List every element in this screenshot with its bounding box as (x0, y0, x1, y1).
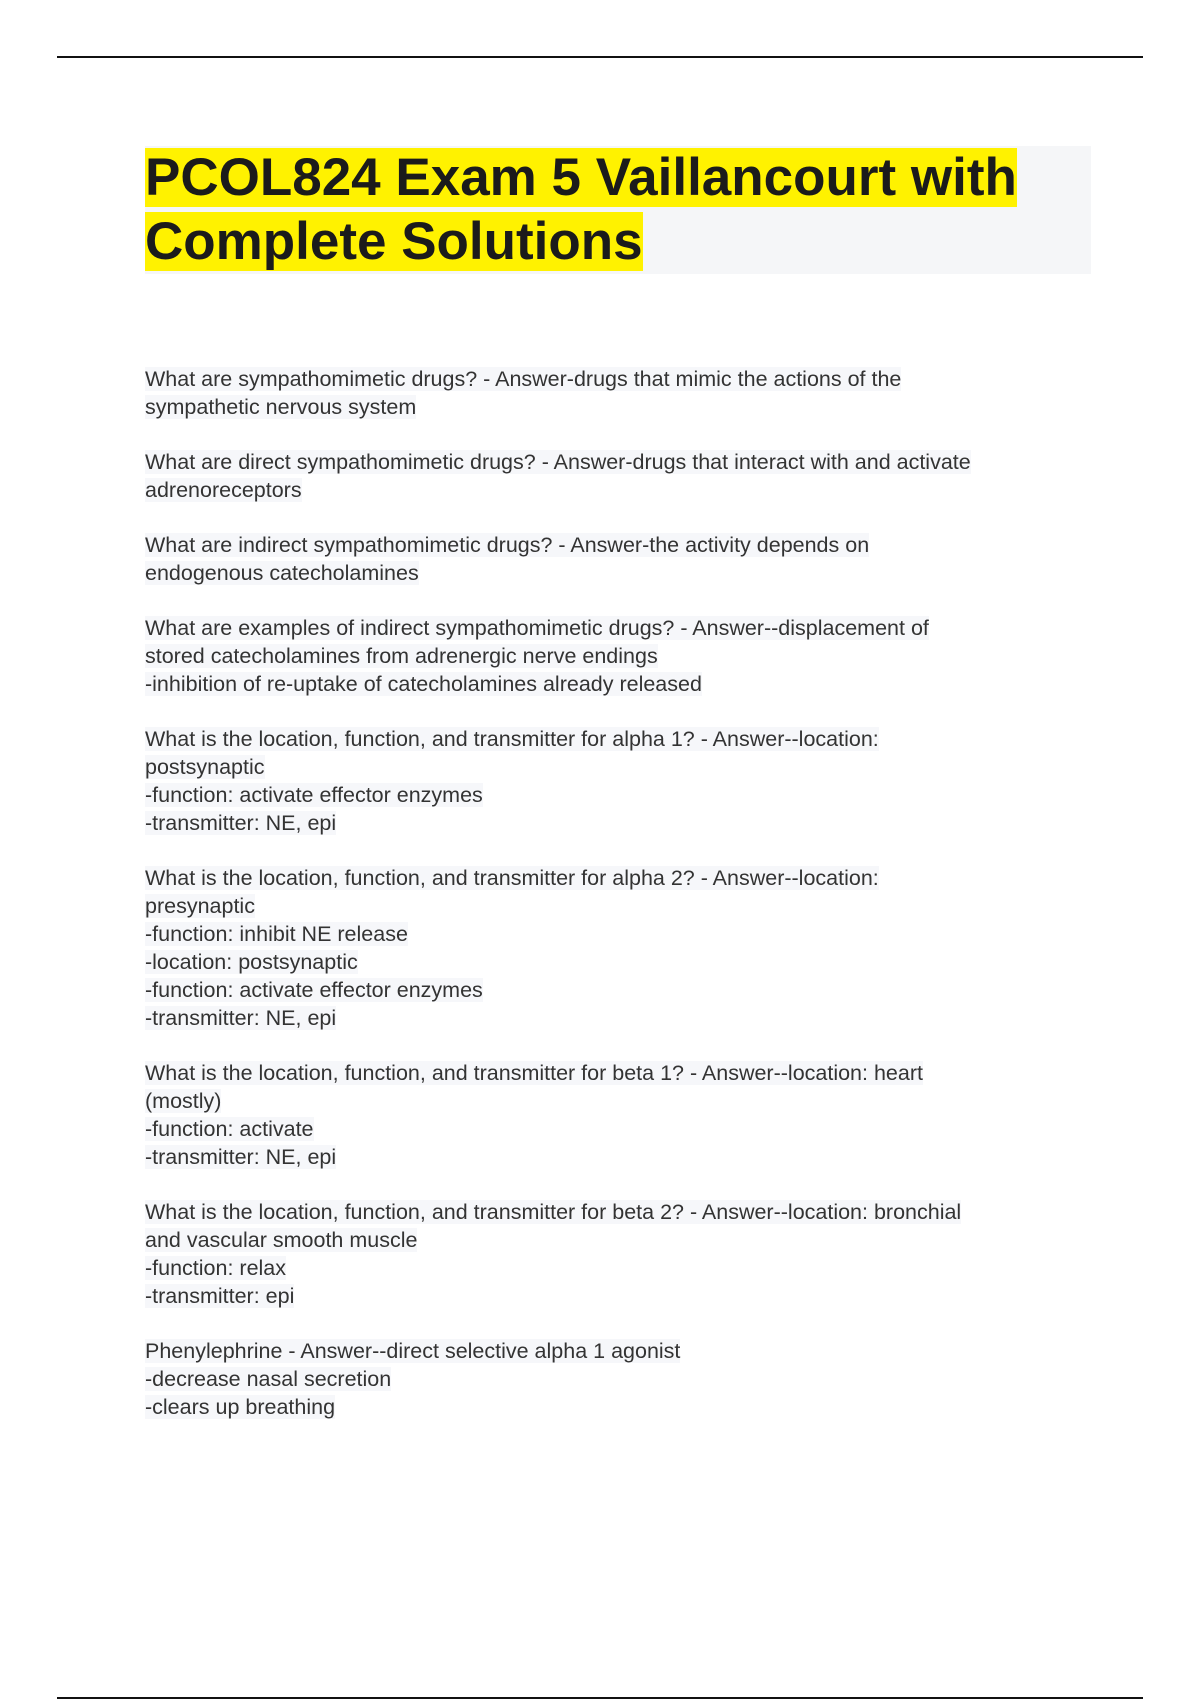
qa-line (145, 753, 1095, 781)
qa-entry (145, 614, 1095, 698)
qa-line-text: -location: postsynaptic (145, 950, 358, 974)
qa-entry (145, 365, 1095, 421)
qa-line-text: adrenoreceptors (145, 478, 302, 502)
qa-entry (145, 725, 1095, 837)
qa-line (145, 448, 1095, 476)
qa-line-text: -function: inhibit NE release (145, 922, 408, 946)
qa-line-text: -function: relax (145, 1256, 287, 1280)
qa-line-text: -transmitter: NE, epi (145, 1145, 337, 1169)
qa-entry (145, 531, 1095, 587)
qa-line (145, 670, 1095, 698)
qa-line (145, 1226, 1095, 1254)
qa-line-text: Phenylephrine - Answer--direct selective alpha 1 agonist (145, 1339, 681, 1363)
qa-line-text: (mostly) (145, 1089, 222, 1113)
qa-line (145, 365, 1095, 393)
qa-line-text: -function: activate (145, 1117, 314, 1141)
qa-line (145, 781, 1095, 809)
qa-line (145, 642, 1095, 670)
title-line-1: PCOL824 Exam 5 Vaillancourt with (145, 148, 1017, 207)
qa-line (145, 920, 1095, 948)
qa-line-text: endogenous catecholamines (145, 561, 419, 585)
qa-line (145, 476, 1095, 504)
qa-line-text: sympathetic nervous system (145, 395, 417, 419)
qa-list (145, 365, 1095, 1448)
qa-line (145, 393, 1095, 421)
qa-line (145, 1282, 1095, 1310)
qa-line (145, 559, 1095, 587)
qa-line-text: -clears up breathing (145, 1395, 336, 1419)
qa-line-text: -inhibition of re-uptake of catecholamines already released (145, 672, 702, 696)
qa-line-text: -function: activate effector enzymes (145, 978, 483, 1002)
qa-line (145, 725, 1095, 753)
qa-line-text: -function: activate effector enzymes (145, 783, 483, 807)
qa-line-text: and vascular smooth muscle (145, 1228, 418, 1252)
qa-line (145, 1087, 1095, 1115)
qa-line-text: What are direct sympathomimetic drugs? - Answer-drugs that interact with and activate (145, 450, 971, 474)
qa-entry (145, 1337, 1095, 1421)
qa-line-text: What is the location, function, and transmitter for alpha 1? - Answer--location: (145, 727, 879, 751)
qa-line-text: -transmitter: epi (145, 1284, 295, 1308)
qa-line-text: stored catecholamines from adrenergic nerve endings (145, 644, 658, 668)
qa-line (145, 1143, 1095, 1171)
qa-line (145, 1254, 1095, 1282)
qa-line-text: -transmitter: NE, epi (145, 811, 337, 835)
qa-line (145, 864, 1095, 892)
page-title (145, 146, 1091, 274)
qa-line (145, 892, 1095, 920)
qa-line-text: What is the location, function, and transmitter for beta 1? - Answer--location: heart (145, 1061, 923, 1085)
title-line-2: Complete Solutions (145, 212, 643, 271)
qa-line (145, 948, 1095, 976)
qa-line-text: -decrease nasal secretion (145, 1367, 392, 1391)
qa-line-text: What are indirect sympathomimetic drugs? - Answer-the activity depends on (145, 533, 870, 557)
qa-line (145, 1059, 1095, 1087)
qa-line (145, 614, 1095, 642)
qa-line-text: What are examples of indirect sympathomimetic drugs? - Answer--displacement of (145, 616, 929, 640)
qa-line-text: What are sympathomimetic drugs? - Answer-drugs that mimic the actions of the (145, 367, 902, 391)
qa-line (145, 531, 1095, 559)
qa-line (145, 809, 1095, 837)
bottom-rule (57, 1697, 1143, 1699)
qa-line (145, 1393, 1095, 1421)
qa-entry (145, 864, 1095, 1032)
qa-line (145, 1115, 1095, 1143)
qa-line-text: presynaptic (145, 894, 255, 918)
top-rule (57, 56, 1143, 58)
qa-entry (145, 1059, 1095, 1171)
qa-line-text: -transmitter: NE, epi (145, 1006, 337, 1030)
qa-line (145, 1198, 1095, 1226)
qa-line-text: What is the location, function, and transmitter for alpha 2? - Answer--location: (145, 866, 879, 890)
qa-line-text: postsynaptic (145, 755, 265, 779)
qa-entry (145, 1198, 1095, 1310)
qa-line (145, 976, 1095, 1004)
qa-line (145, 1365, 1095, 1393)
qa-line-text: What is the location, function, and transmitter for beta 2? - Answer--location: bronchial (145, 1200, 962, 1224)
qa-line (145, 1337, 1095, 1365)
qa-line (145, 1004, 1095, 1032)
title-block (145, 146, 1091, 274)
qa-entry (145, 448, 1095, 504)
